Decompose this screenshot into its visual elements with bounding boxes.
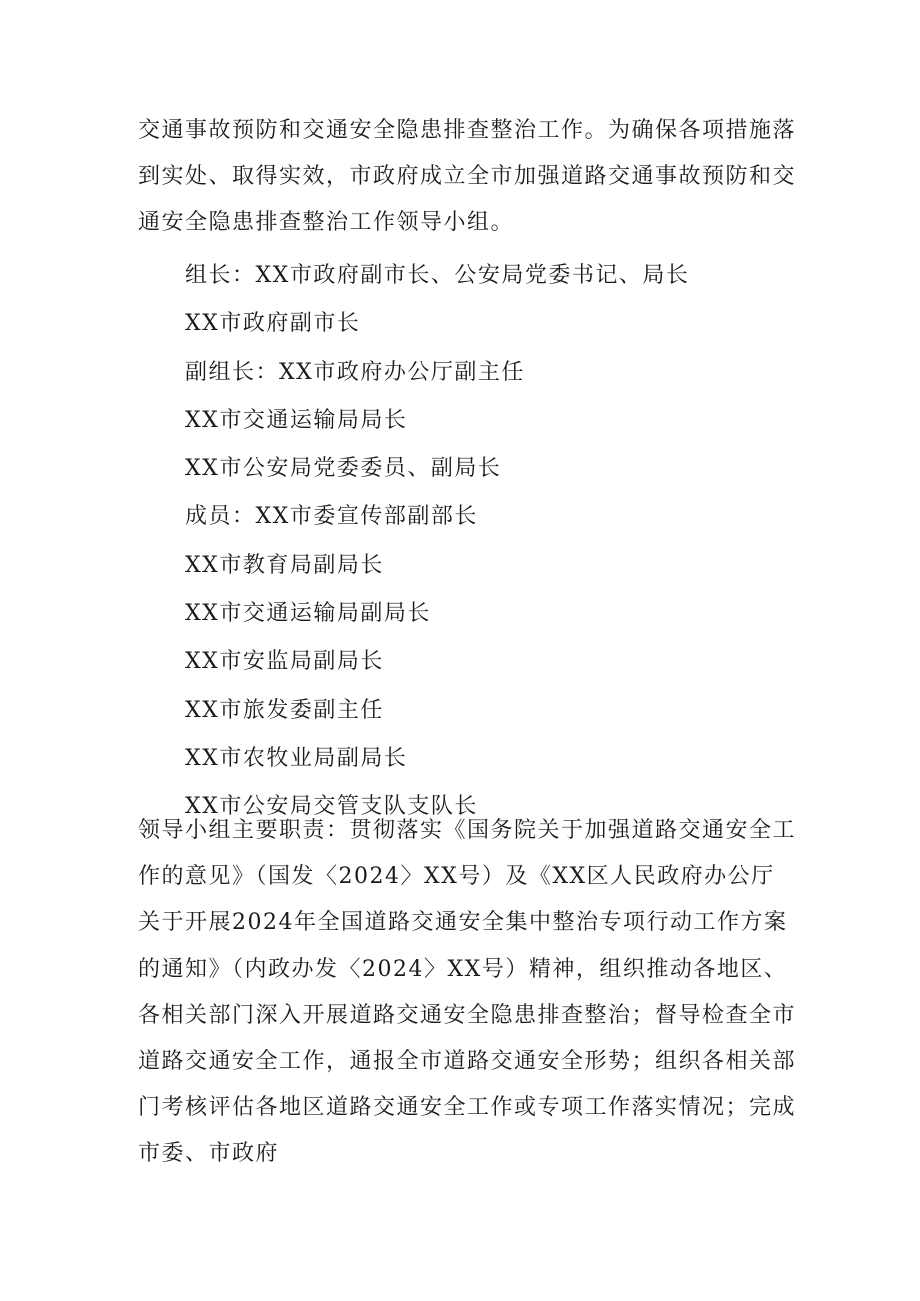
- duty-paragraph: 领导小组主要职责：贯彻落实《国务院关于加强道路交通安全工作的意见》（国发〈2024〉XX号）及《XX区人民政府办公厅关于开展2024年全国道路交通安全集中整治专项行动工作方案的通知》（内政办发〈2024〉XX号）精神，组织推动各地区、各相关部门深入开展道路交通安全隐患排查整治；督导检查全市道路交通安全工作，通报全市道路交通安全形势；组织各相关部门考核评估各地区道路交通安全工作或专项工作落实情况；完成市委、市政府: [138, 818, 797, 1167]
- member-line: XX市教育局副局长: [185, 552, 384, 578]
- member-line: 副组长：XX市政府办公厅副主任: [185, 359, 525, 385]
- member-line: XX市交通运输局副局长: [185, 601, 431, 627]
- member-line: XX市旅发委副主任: [185, 697, 384, 723]
- intro-paragraph: 交通事故预防和交通安全隐患排查整治工作。为确保各项措施落到实处、取得实效，市政府成立全市加强道路交通事故预防和交通安全隐患排查整治工作领导小组。: [138, 118, 797, 235]
- member-line: XX市公安局党委委员、副局长: [185, 456, 502, 482]
- member-line: XX市安监局副局长: [185, 649, 384, 675]
- member-line: 成员：XX市委宣传部副部长: [185, 504, 478, 530]
- member-line: XX市农牧业局副局长: [185, 745, 408, 771]
- member-line: XX市政府副市长: [185, 311, 361, 337]
- member-line: XX市公安局交管支队支队长: [185, 794, 478, 820]
- member-line: 组长：XX市政府副市长、公安局党委书记、局长: [185, 263, 690, 288]
- leadership-member-list: [185, 252, 689, 832]
- member-line: XX市交通运输局局长: [185, 407, 408, 433]
